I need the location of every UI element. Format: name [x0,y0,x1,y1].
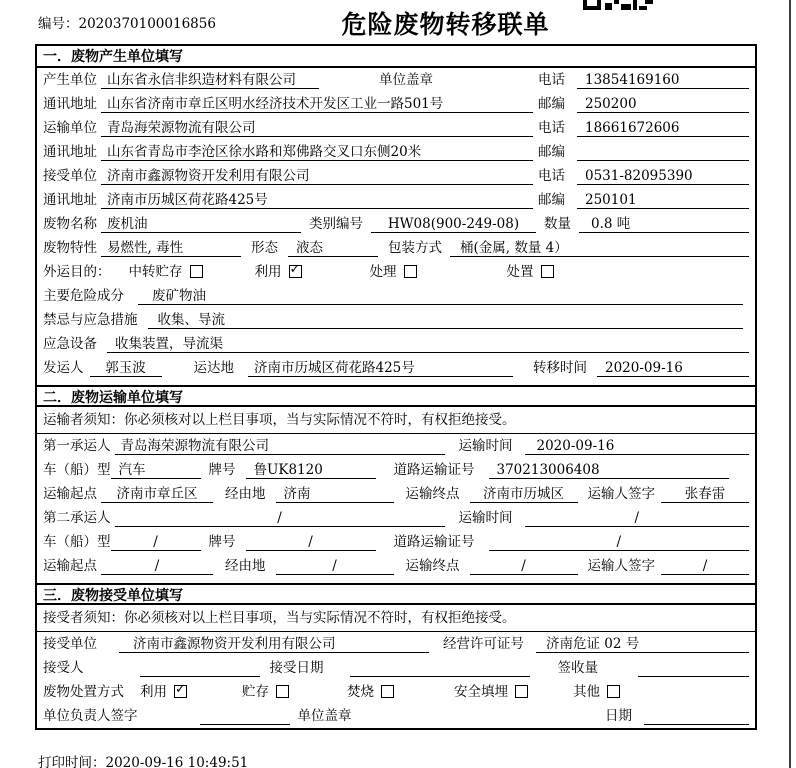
spacer [278,256,288,257]
field-label: 第一承运人 [43,438,111,454]
field-label: 数量 [544,216,571,232]
field-label: 第二承运人 [43,510,111,526]
spacer [84,676,140,677]
spacer [266,502,276,503]
form-row [37,284,755,308]
spacer [394,502,406,503]
spacer [417,280,507,281]
field-label: 单位盖章 [379,72,433,88]
field-value: 济南市历城区荷花路425号 [248,359,513,377]
checkbox-label: 利用 [254,264,282,280]
field-label: 运输终点 [405,486,460,502]
spacer [213,502,225,503]
field-value: 0531-82095390 [577,167,749,185]
checkbox-item [573,683,620,701]
field-label: 经营许可证号 [443,636,524,652]
field-value: 济南市鑫源物资开发利用有限公司 [101,167,533,185]
spacer [203,280,255,281]
notice-label: 运输者须知： [43,412,124,428]
field-value: 收集装置，导流渠 [107,335,749,353]
field-value [350,659,530,677]
spacer [236,478,246,479]
checkbox-label: 其他 [573,684,600,700]
field-label: 运输人签字 [587,486,655,502]
field-label: 运输起点 [43,558,97,574]
field-value: 山东省济南市章丘区明水经济技术开发区工业一路501号 [101,95,533,113]
spacer [376,478,394,479]
spacer [319,88,379,89]
field-label: 接受单位 [43,168,97,184]
spacer [475,478,489,479]
page-title: 危险废物转移联单 [341,10,550,39]
field-label: 主要危险成分 [43,288,124,304]
field-value: 易燃性, 毒性 [101,239,241,257]
field-value: 青岛海荣源物流有限公司 [101,119,533,137]
checkbox-icon [190,265,203,278]
field-label: 运输单位 [43,120,97,136]
field-value: / [111,533,201,551]
spacer [352,724,606,725]
check-mark-icon: ✓ [289,262,301,277]
field-label: 运达地 [193,360,234,376]
check-mark-icon: ✓ [175,682,186,697]
form-row [37,140,755,164]
checkbox-icon [404,265,417,278]
field-label: 电话 [538,72,565,88]
spacer [363,232,371,233]
form-table [35,44,757,730]
spacer [394,574,406,575]
checkbox-label: 处置 [506,264,534,280]
field-label: 接受日期 [269,660,324,676]
spacer [234,376,248,377]
spacer [530,676,558,677]
spacer [528,700,573,701]
spacer [524,652,536,653]
field-value: 250101 [577,191,749,209]
field-value: / [246,533,376,551]
spacer [124,304,138,305]
field-label: 应急设备 [43,336,97,352]
notice-label: 接受者须知： [43,610,124,626]
field-label: 禁忌与应急措施 [43,312,138,328]
checkbox-label: 焚烧 [347,684,374,700]
field-label: 经由地 [225,558,266,574]
spacer [266,574,276,575]
field-value: 收集、导流 [148,311,744,329]
checkbox-icon [381,685,394,698]
section-header: 二．废物运输单位填写 [37,385,755,407]
field-label: 转移时间 [533,360,587,376]
spacer [565,112,577,113]
field-label: 废物特性 [43,240,97,256]
section-header: 三．废物接受单位填写 [37,583,755,605]
checkbox-checked-icon [289,262,302,278]
field-label: 邮编 [538,144,565,160]
field-value: 青岛海荣源物流有限公司 [115,437,445,455]
field-label: 日期 [605,708,632,724]
spacer [302,280,370,281]
spacer [376,550,394,551]
spacer [429,652,443,653]
spacer [290,724,298,725]
field-label: 接受单位 [43,636,97,652]
field-value: / [470,557,578,575]
notice-row [37,605,755,632]
qr-code-fragment-icon [583,0,655,10]
field-label: 运输终点 [405,558,460,574]
spacer [513,376,533,377]
serial-value: 2020370100016856 [78,16,216,32]
spacer [587,376,597,377]
notice-row [37,407,755,434]
form-row [37,308,755,332]
checkbox-label: 安全填埋 [454,684,508,700]
field-value: 0.8 吨 [579,215,749,233]
field-value: 250200 [577,95,749,113]
field-value: / [489,533,750,551]
spacer [138,724,200,725]
checkbox-checked-icon [174,682,187,698]
field-value: 郭玉波 [90,359,162,377]
form-row [37,632,755,656]
form-row [37,116,755,140]
spacer [138,328,148,329]
checkbox-item [140,683,187,701]
field-label: 外运目的： [43,264,111,280]
checkbox-label: 中转贮存 [128,264,183,280]
checkbox-icon [541,265,554,278]
checkbox-label: 利用 [140,684,167,700]
spacer [236,550,246,551]
field-label: 牌号 [208,534,236,550]
form-row [37,680,755,704]
form-row [37,482,755,506]
checkbox-icon [607,685,620,698]
spacer [301,232,309,233]
spacer [460,502,470,503]
field-label: 发运人 [43,360,84,376]
field-value: 济南危证 02 号 [536,635,749,653]
spacer [97,652,119,653]
form-row [37,554,755,578]
spacer [513,454,525,455]
spacer [433,88,538,89]
field-label: 单位盖章 [297,708,352,724]
field-value: 汽车 [111,461,201,479]
checkbox-label: 贮存 [242,684,269,700]
field-value: 济南市章丘区 [101,485,213,503]
field-label: 道路运输证号 [393,534,475,550]
field-value: / [276,557,394,575]
field-label: 通讯地址 [43,144,97,160]
field-label: 经由地 [225,486,266,502]
field-value: / [525,509,750,527]
form-row [37,68,755,92]
form-row [37,530,755,554]
spacer [571,232,579,233]
form-row [37,506,755,530]
field-value: 13854169160 [577,71,749,89]
print-time-label: 打印时间： [38,755,106,768]
field-value: / [115,509,445,527]
field-value: 济南市历城区 [470,485,578,503]
field-label: 车（船）型 [43,462,111,478]
checkbox-item [347,683,394,701]
spacer [162,376,194,377]
field-label: 包装方式 [388,240,442,256]
spacer [565,88,577,89]
print-time-value: 2020-09-16 10:49:51 [105,755,249,768]
spacer [632,724,644,725]
field-value: 鲁UK8120 [246,461,376,479]
field-label: 车（船）型 [43,534,111,550]
spacer [97,352,107,353]
field-label: 运输人签字 [587,558,655,574]
checkbox-label: 处理 [369,264,397,280]
form-row [37,332,755,356]
field-label: 电话 [538,168,565,184]
field-label: 运输时间 [458,438,513,454]
page-edge-line [789,0,791,768]
field-value: / [101,557,213,575]
spacer [442,256,450,257]
checkbox-item [129,263,203,281]
spacer [213,574,225,575]
field-value: 济南市鑫源物资开发利用有限公司 [119,635,429,653]
spacer [187,700,242,701]
checkbox-item [507,263,554,281]
field-value: 18661672606 [577,119,749,137]
field-label: 接受人 [43,660,84,676]
field-label: 形态 [251,240,278,256]
field-value: 山东省永信非织造材料有限公司 [101,71,319,89]
field-value: HW08(900-249-08) [371,215,536,233]
form-row [37,434,755,458]
field-value: 济南市历城区荷花路425号 [101,191,533,209]
field-value [577,143,749,161]
field-label: 邮编 [538,96,565,112]
spacer [324,676,350,677]
form-row [37,458,755,482]
spacer [445,526,459,527]
field-value: / [661,557,749,575]
spacer [445,454,459,455]
field-label: 牌号 [208,462,236,478]
field-label: 电话 [538,120,565,136]
field-value [140,659,260,677]
spacer [394,700,454,701]
field-value: 废矿物油 [138,287,743,305]
spacer [565,136,577,137]
spacer [578,574,588,575]
checkbox-icon [515,685,528,698]
form-row [37,92,755,116]
field-label: 运输时间 [458,510,513,526]
spacer [565,208,577,209]
spacer [513,526,525,527]
field-label: 签收量 [557,660,598,676]
field-value: 桶(金属, 数量 4） [450,239,749,257]
spacer [536,232,544,233]
form-row [37,356,755,380]
serial-label: 编号： [38,16,79,32]
field-label: 单位负责人签字 [43,708,138,724]
field-label: 道路运输证号 [393,462,475,478]
checkbox-item [242,683,289,701]
field-value [638,659,749,677]
spacer [565,160,577,161]
spacer [201,478,209,479]
field-value: 2020-09-16 [597,359,749,377]
field-value [200,707,290,725]
form-row [37,656,755,680]
field-label: 通讯地址 [43,192,97,208]
form-row [37,704,755,728]
spacer [475,550,489,551]
spacer [460,574,470,575]
field-value [644,707,749,725]
field-value: 废机油 [101,215,301,233]
spacer [378,256,388,257]
spacer [201,550,209,551]
field-label: 废物处置方式 [43,684,124,700]
field-label: 类别编号 [309,216,363,232]
field-label: 通讯地址 [43,96,97,112]
spacer [578,502,588,503]
print-time [38,751,248,768]
form-row [37,164,755,188]
spacer [598,676,638,677]
field-label: 邮编 [538,192,565,208]
field-value: 张春雷 [661,485,749,503]
checkbox-item [454,683,528,701]
checkbox-icon [276,685,289,698]
field-value: 2020-09-16 [525,437,750,455]
field-label: 运输起点 [43,486,97,502]
notice-text: 你必须核对以上栏目事项，当与实际情况不符时，有权拒绝接受。 [124,610,516,626]
field-value: 山东省青岛市李沧区徐水路和郑佛路交叉口东侧20米 [101,143,533,161]
checkbox-item [370,263,417,281]
spacer [241,256,251,257]
form-row [37,236,755,260]
section-header: 一．废物产生单位填写 [37,46,755,68]
spacer [260,676,270,677]
form-row [37,212,755,236]
spacer [111,280,129,281]
field-value: 济南 [276,485,394,503]
spacer [124,700,140,701]
form-row [37,188,755,212]
form-row [37,260,755,284]
checkbox-item [255,263,302,281]
field-value: 液态 [288,239,378,257]
notice-text: 你必须核对以上栏目事项，当与实际情况不符时，有权拒绝接受。 [124,412,516,428]
spacer [289,700,347,701]
field-label: 废物名称 [43,216,97,232]
field-value: 370213006408 [489,461,730,479]
field-label: 产生单位 [43,72,97,88]
spacer [565,184,577,185]
